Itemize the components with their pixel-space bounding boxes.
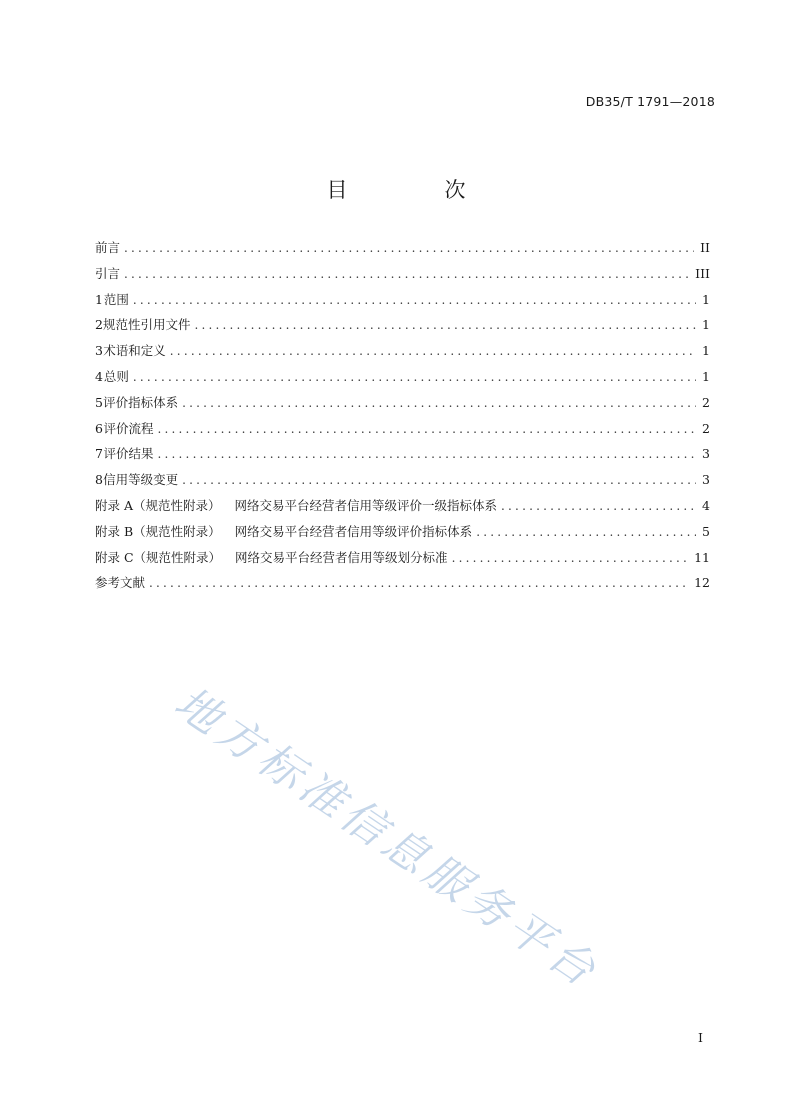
dot-leader [158, 422, 697, 436]
toc-entry-page: 1 [702, 317, 710, 333]
page-title: 目 次 [326, 178, 504, 202]
dot-leader [501, 499, 696, 513]
toc-entry-number: 7 [95, 446, 103, 462]
table-of-contents [95, 238, 710, 599]
toc-entry-label: 附录 C（规范性附录） [95, 549, 222, 565]
toc-entry-page: 2 [702, 394, 710, 410]
dot-leader [476, 525, 696, 539]
toc-entry-introduction[interactable] [95, 264, 710, 290]
toc-entry-label: 评价指标体系 [103, 394, 179, 410]
toc-entry-page: 12 [694, 575, 710, 591]
dot-leader [133, 370, 696, 384]
dot-leader [182, 473, 696, 487]
toc-entry-label: 附录 A（规范性附录） [95, 497, 221, 513]
dot-leader [452, 551, 689, 565]
dot-leader [149, 576, 688, 590]
toc-entry-label: 术语和定义 [103, 343, 166, 359]
toc-entry-subtitle: 网络交易平台经营者信用等级评价指标体系 [234, 523, 473, 539]
toc-entry-number: 5 [95, 394, 103, 410]
toc-entry-page: 11 [694, 549, 710, 565]
toc-entry-annex-c[interactable] [95, 548, 710, 574]
toc-entry-credit-level-change[interactable] [95, 470, 710, 496]
toc-entry-subtitle: 网络交易平台经营者信用等级评价一级指标体系 [234, 497, 498, 513]
toc-entry-terms-definitions[interactable] [95, 341, 710, 367]
toc-entry-page: 1 [702, 291, 710, 307]
toc-entry-subtitle: 网络交易平台经营者信用等级划分标准 [235, 549, 448, 565]
toc-entry-label: 规范性引用文件 [102, 317, 191, 333]
toc-entry-label: 附录 B（规范性附录） [95, 523, 221, 539]
dot-leader [194, 318, 696, 332]
document-code: DB35/T 1791—2018 [585, 94, 715, 109]
toc-entry-label: 前言 [95, 240, 121, 255]
toc-entry-scope[interactable] [95, 290, 710, 316]
toc-entry-page: 5 [702, 523, 710, 539]
dot-leader [170, 344, 696, 358]
toc-entry-annex-a[interactable] [95, 496, 710, 522]
toc-entry-page: 2 [702, 420, 710, 436]
toc-entry-label: 总则 [103, 368, 129, 384]
dot-leader [133, 293, 696, 307]
toc-entry-label: 评价流程 [103, 420, 154, 436]
toc-entry-page: III [695, 265, 710, 281]
toc-entry-annex-b[interactable] [95, 522, 710, 548]
toc-entry-page: II [700, 240, 710, 255]
page-number: I [698, 1030, 703, 1045]
toc-entry-evaluation-process[interactable] [95, 419, 710, 445]
toc-entry-label: 引言 [95, 265, 121, 281]
toc-entry-label: 评价结果 [103, 446, 154, 462]
dot-leader [124, 267, 689, 281]
toc-entry-number: 1 [95, 291, 103, 307]
toc-entry-number: 4 [95, 368, 103, 384]
toc-entry-bibliography[interactable] [95, 573, 710, 599]
toc-entry-evaluation-results[interactable] [95, 444, 710, 470]
toc-entry-label: 范围 [103, 291, 129, 307]
watermark: 地方标准信息服务平台 [165, 677, 609, 999]
toc-entry-number: 6 [95, 420, 103, 436]
toc-entry-normative-references[interactable] [95, 315, 710, 341]
toc-entry-general[interactable] [95, 367, 710, 393]
toc-entry-page: 3 [702, 446, 710, 462]
toc-entry-page: 4 [702, 497, 710, 513]
toc-entry-number: 8 [95, 472, 103, 488]
toc-entry-indicator-system[interactable] [95, 393, 710, 419]
toc-entry-foreword[interactable] [95, 238, 710, 264]
toc-entry-page: 1 [702, 368, 710, 384]
toc-entry-label: 参考文献 [95, 575, 146, 591]
toc-entry-page: 1 [702, 343, 710, 359]
dot-leader [124, 241, 694, 255]
dot-leader [182, 396, 696, 410]
toc-entry-label: 信用等级变更 [103, 472, 179, 488]
toc-entry-number: 3 [95, 343, 103, 359]
toc-entry-page: 3 [702, 472, 710, 488]
toc-entry-number: 2 [95, 317, 103, 333]
dot-leader [158, 447, 697, 461]
